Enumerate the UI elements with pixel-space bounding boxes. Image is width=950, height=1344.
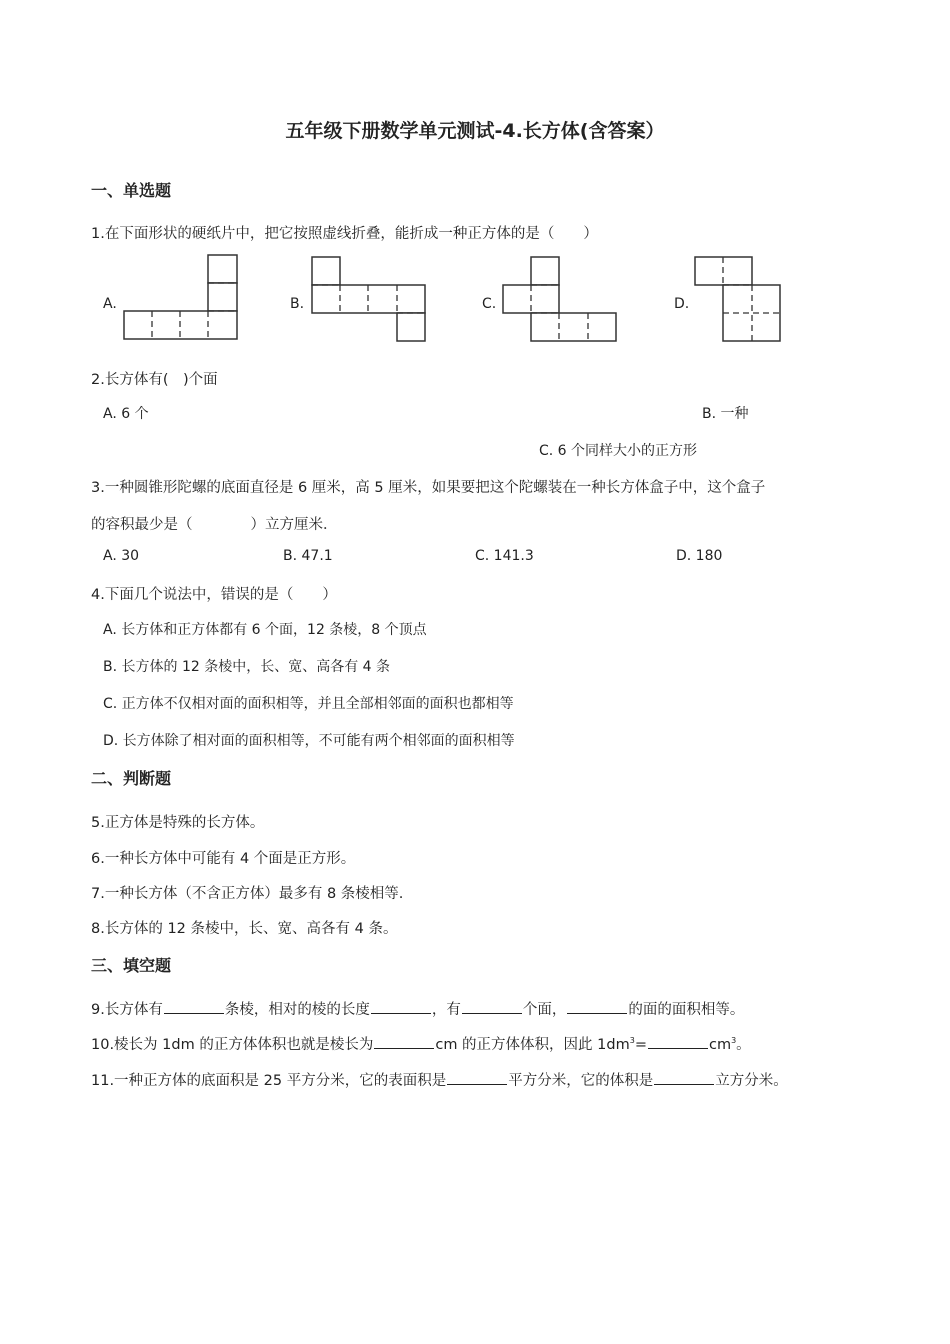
- section-heading-true-false: 二、判断题: [91, 769, 172, 788]
- question-5-text: 5.正方体是特殊的长方体。: [91, 815, 265, 831]
- q10-superscript-2: 3: [731, 1036, 737, 1046]
- q1-option-a-label[interactable]: A.: [103, 296, 117, 312]
- q10-text-2: cm 的正方体体积，因此 1dm: [435, 1037, 630, 1053]
- q1-option-d-label[interactable]: D.: [674, 296, 690, 312]
- q10-text-4: cm: [708, 1037, 732, 1053]
- question-11: [91, 1069, 788, 1090]
- q9-text-5: 的面的面积相等。: [628, 1002, 745, 1018]
- q10-text-3: =: [634, 1037, 647, 1053]
- q4-option-b[interactable]: B. 长方体的 12 条棱中，长、宽、高各有 4 条: [103, 659, 391, 675]
- q4-option-d[interactable]: D. 长方体除了相对面的面积相等，不可能有两个相邻面的面积相等: [103, 733, 515, 749]
- q3-option-a[interactable]: A. 30: [103, 548, 140, 564]
- q9-blank-1[interactable]: [164, 999, 224, 1015]
- q9-blank-4[interactable]: [567, 999, 627, 1015]
- q10-text-1: 10.棱长为 1dm 的正方体体积也就是棱长为: [91, 1037, 374, 1053]
- q11-text-3: 立方分米。: [715, 1073, 788, 1089]
- q11-blank-2[interactable]: [654, 1070, 714, 1086]
- question-1-text: 1.在下面形状的硬纸片中，把它按照虚线折叠，能折成一种正方体的是（ ）: [91, 226, 598, 242]
- q1-option-c-label[interactable]: C.: [482, 296, 497, 312]
- q10-blank-1[interactable]: [374, 1034, 434, 1050]
- q4-option-a[interactable]: A. 长方体和正方体都有 6 个面，12 条棱，8 个顶点: [103, 622, 427, 638]
- cube-net-d-diagram: [689, 252, 814, 347]
- q2-option-b[interactable]: B. 一种: [702, 406, 749, 422]
- q2-option-a[interactable]: A. 6 个: [103, 406, 149, 422]
- q3-option-c[interactable]: C. 141.3: [475, 548, 534, 564]
- q10-superscript-1: 3: [629, 1036, 635, 1046]
- q3-option-d[interactable]: D. 180: [676, 548, 723, 564]
- section-heading-single-choice: 一、单选题: [91, 181, 172, 200]
- question-6-text: 6.一种长方体中可能有 4 个面是正方形。: [91, 851, 356, 867]
- cube-net-c-diagram: [497, 252, 622, 347]
- q11-text-1: 11.一种正方体的底面积是 25 平方分米，它的表面积是: [91, 1073, 447, 1089]
- cube-net-b-diagram: [306, 252, 431, 347]
- question-7-text: 7.一种长方体（不含正方体）最多有 8 条棱相等.: [91, 886, 404, 902]
- question-2-text: 2.长方体有( )个面: [91, 372, 218, 388]
- q11-blank-1[interactable]: [447, 1070, 507, 1086]
- q9-text-1: 9.长方体有: [91, 1002, 163, 1018]
- q9-blank-3[interactable]: [462, 999, 522, 1015]
- q4-option-c[interactable]: C. 正方体不仅相对面的面积相等，并且全部相邻面的面积也都相等: [103, 696, 514, 712]
- q9-text-2: 条棱，相对的棱的长度: [224, 1002, 370, 1018]
- cube-net-a-diagram: [118, 250, 243, 345]
- q2-option-c[interactable]: C. 6 个同样大小的正方形: [539, 443, 698, 459]
- question-10: [91, 1033, 751, 1054]
- question-9: [91, 998, 744, 1019]
- question-8-text: 8.长方体的 12 条棱中，长、宽、高各有 4 条。: [91, 921, 398, 937]
- q11-text-2: 平方分米，它的体积是: [508, 1073, 654, 1089]
- q3-option-b[interactable]: B. 47.1: [283, 548, 333, 564]
- q9-text-3: ，有: [431, 1002, 461, 1018]
- q10-blank-2[interactable]: [648, 1034, 708, 1050]
- page-title: 五年级下册数学单元测试-4.长方体(含答案）: [285, 120, 665, 142]
- q1-option-b-label[interactable]: B.: [290, 296, 305, 312]
- section-heading-fill-blank: 三、填空题: [91, 956, 172, 975]
- question-3-line-1: 3.一种圆锥形陀螺的底面直径是 6 厘米，高 5 厘米，如果要把这个陀螺装在一种长方体盒子中，这个盒子: [91, 480, 766, 496]
- question-4-text: 4.下面几个说法中，错误的是（ ）: [91, 587, 337, 603]
- question-3-line-2: 的容积最少是（ ）立方厘米．: [91, 517, 338, 533]
- q9-blank-2[interactable]: [371, 999, 431, 1015]
- q9-text-4: 个面，: [522, 1002, 567, 1018]
- q10-text-5: 。: [736, 1037, 751, 1053]
